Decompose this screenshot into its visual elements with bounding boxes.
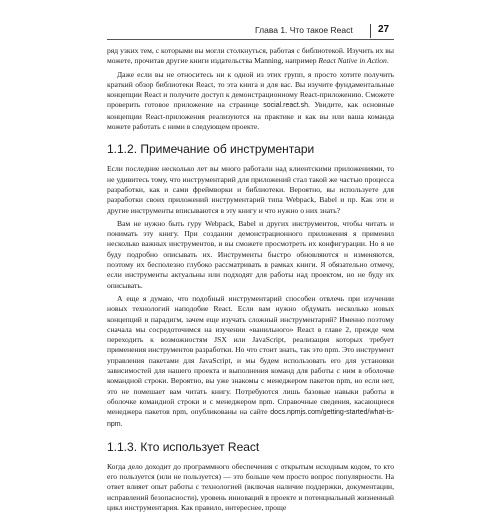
section-heading: 1.1.2. Примечание об инструментари	[107, 142, 315, 157]
book-title: React Native in Action	[318, 56, 387, 66]
page-number: 27	[378, 24, 390, 35]
chapter-title: Глава 1. Что такое React	[255, 25, 353, 35]
site-link[interactable]: social.react.sh	[263, 102, 309, 110]
header-separator	[370, 24, 371, 38]
paragraph: А еще я думаю, что подобный инструментарий способен отвлечь при изучении новых технологий наподобие React. Если вам нужно обдумать несколько новых концепций и парадигм, зачем еще изучать сложный инструментарий? Именно поэтому сначала мы сосредоточимся на изучении «ванильного» React в главе 2, прежде чем переходить к возможностям JSX или JavaScript, реализация которых требует применения инструментов разработки. Но что стоит знать, так это npm. Это инструмент управления пакетами для JavaScript, и мы будем использовать его для установки зависимостей для нашего проекта и выполнения команд для работы с ним в оболочке командной строки. Вероятно, вы уже знакомы с менеджером пакетов npm, но если нет, это не помешает вам читать книгу. Потребуются лишь базовые навыки работы в оболочке командной строки и с менеджером npm. Справочные сведения, касающиеся менеджера пакетов npm, опубликованы на сайте docs.npmjs.com/getting-started/what-is-npm.	[107, 293, 394, 428]
paragraph: Когда дело доходит до программного обеспечения с открытым исходным кодом, то кто его пользуется (или не пользуется) — это больше чем просто вопрос популярности. На ответ влияет опыт работы с технологией (включая наличие поддержки, документации, исправлений безопасности), уровень инноваций в проекте и потенциальный жизненный цикл инструментария. Как правило, интереснее, проще	[107, 461, 394, 512]
running-header	[0, 24, 500, 40]
section-heading: 1.1.3. Кто использует React	[107, 439, 260, 454]
paragraph: Если последние несколько лет вы много работали над клиентскими приложениями, то не удивитесь тому, что инструментарий для приложений стал такой же частью процесса разработки, как и сами фреймворки и библиотеки. Вероятно, вы используете для разработки своих приложений инструментарий типа Webpack, Babel и пр. Как эти и другие инструменты вписываются в эту книгу и что нужно о них знать?	[107, 164, 394, 215]
header-rule	[107, 39, 394, 40]
paragraph: Вам не нужно быть гуру Webpack, Babel и других инструментов, чтобы читать и понимать эту книгу. При создании демонстрационного приложения я применил несколько важных инструментов, и вы сможете просмотреть их конфигурации. Но я не буду подробно описывать их. Инструменты быстро обновляются и изменяются, поэтому их бесполезно глубоко рассматривать в рамках книги. Я обязательно отмечу, если инструменты актуальны или подходят для работы над проектом, но не буду их описывать.	[107, 218, 394, 290]
paragraph: Даже если вы не относитесь ни к одной из этих групп, я просто хотите получить краткий обзор библиотеки React, то эта книга и для вас. Вы изучите фундаментальные концепции React и получите доступ к демонстрационному React-приложению. Сможете проверить готовое приложение на странице social.react.sh. Увидите, как основные концепции React-приложения реализуются на практике и как вы или ваша команда можете работать с ними в следующем проекте.	[107, 69, 394, 132]
paragraph: ряд узких тем, с которыми вы могли столкнуться, работая с библиотекой. Изучить их вы можете, прочитав другие книги издательства Manning, например React Native in Action.	[107, 46, 394, 66]
page-body	[107, 46, 394, 513]
npm-docs-link[interactable]: docs.npmjs.com/getting-started/what-is-npm	[107, 409, 394, 428]
